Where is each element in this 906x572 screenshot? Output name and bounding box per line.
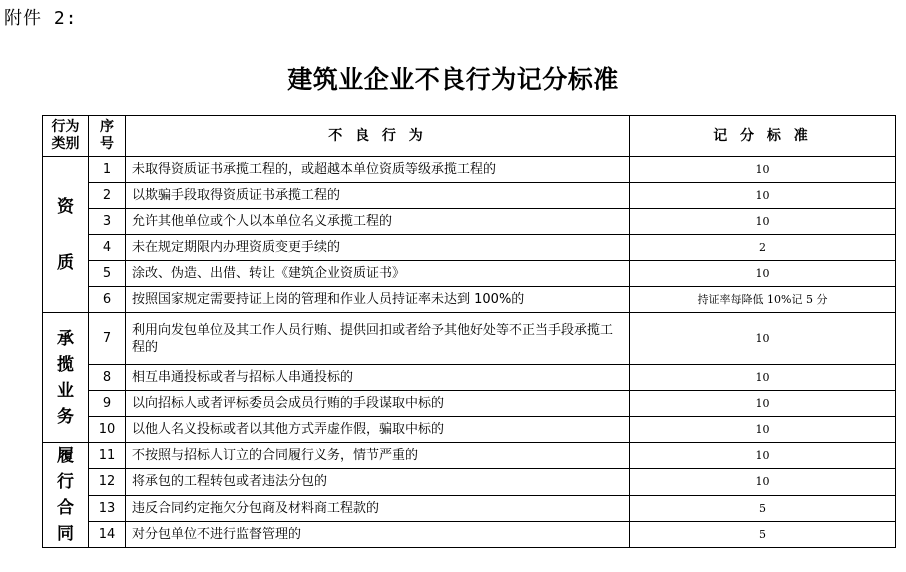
row-number: 9 <box>89 391 126 417</box>
row-description: 不按照与招标人订立的合同履行义务，情节严重的 <box>126 443 630 469</box>
row-number: 5 <box>89 261 126 287</box>
table-row <box>43 209 896 235</box>
row-number: 11 <box>89 443 126 469</box>
row-description: 利用向发包单位及其工作人员行贿、提供回扣或者给予其他好处等不正当手段承揽工程的 <box>126 313 630 365</box>
scoring-table <box>42 115 896 548</box>
row-description: 以他人名义投标或者以其他方式弄虚作假，骗取中标的 <box>126 417 630 443</box>
table-row <box>43 313 896 365</box>
row-score: 10 <box>630 183 896 209</box>
table-row <box>43 287 896 313</box>
row-score: 10 <box>630 209 896 235</box>
row-score: 2 <box>630 235 896 261</box>
table-row <box>43 521 896 547</box>
row-score: 10 <box>630 469 896 495</box>
row-description: 违反合同约定拖欠分包商及材料商工程款的 <box>126 495 630 521</box>
table-row <box>43 495 896 521</box>
row-description: 未取得资质证书承揽工程的，或超越本单位资质等级承揽工程的 <box>126 157 630 183</box>
row-score: 10 <box>630 443 896 469</box>
table-row <box>43 183 896 209</box>
row-score: 10 <box>630 313 896 365</box>
row-number: 14 <box>89 521 126 547</box>
row-number: 7 <box>89 313 126 365</box>
table-row <box>43 235 896 261</box>
page-title: 建筑业企业不良行为记分标准 <box>287 65 619 94</box>
row-description: 按照国家规定需要持证上岗的管理和作业人员持证率未达到 100%的 <box>126 287 630 313</box>
row-description: 涂改、伪造、出借、转让《建筑企业资质证书》 <box>126 261 630 287</box>
table-row <box>43 157 896 183</box>
row-number: 1 <box>89 157 126 183</box>
table-row <box>43 469 896 495</box>
row-description: 以欺骗手段取得资质证书承揽工程的 <box>126 183 630 209</box>
row-description: 未在规定期限内办理资质变更手续的 <box>126 235 630 261</box>
row-description: 对分包单位不进行监督管理的 <box>126 521 630 547</box>
row-score: 10 <box>630 391 896 417</box>
row-number: 12 <box>89 469 126 495</box>
row-number: 2 <box>89 183 126 209</box>
category-qualification: 资 质 <box>43 157 89 313</box>
row-score: 10 <box>630 365 896 391</box>
row-number: 4 <box>89 235 126 261</box>
row-number: 8 <box>89 365 126 391</box>
category-contracting: 承 揽 业 务 <box>43 313 89 443</box>
row-description: 相互串通投标或者与招标人串通投标的 <box>126 365 630 391</box>
table-header-row <box>43 116 896 157</box>
header-score: 记 分 标 准 <box>630 116 896 157</box>
category-contract-performance: 履 行 合 同 <box>43 443 89 548</box>
table-row <box>43 261 896 287</box>
row-score: 5 <box>630 521 896 547</box>
header-behavior: 不 良 行 为 <box>126 116 630 157</box>
attachment-label: 附件 2: <box>4 8 78 29</box>
table-row <box>43 365 896 391</box>
header-category: 行为 类别 <box>43 116 89 157</box>
row-description: 将承包的工程转包或者违法分包的 <box>126 469 630 495</box>
row-number: 13 <box>89 495 126 521</box>
row-score: 10 <box>630 417 896 443</box>
table-row <box>43 391 896 417</box>
row-score: 5 <box>630 495 896 521</box>
row-description: 以向招标人或者评标委员会成员行贿的手段谋取中标的 <box>126 391 630 417</box>
row-score: 10 <box>630 157 896 183</box>
table-row <box>43 443 896 469</box>
row-score: 10 <box>630 261 896 287</box>
row-number: 10 <box>89 417 126 443</box>
row-number: 3 <box>89 209 126 235</box>
header-number: 序 号 <box>89 116 126 157</box>
row-number: 6 <box>89 287 126 313</box>
table-row <box>43 417 896 443</box>
row-score: 持证率每降低 10%记 5 分 <box>630 287 896 313</box>
row-description: 允许其他单位或个人以本单位名义承揽工程的 <box>126 209 630 235</box>
